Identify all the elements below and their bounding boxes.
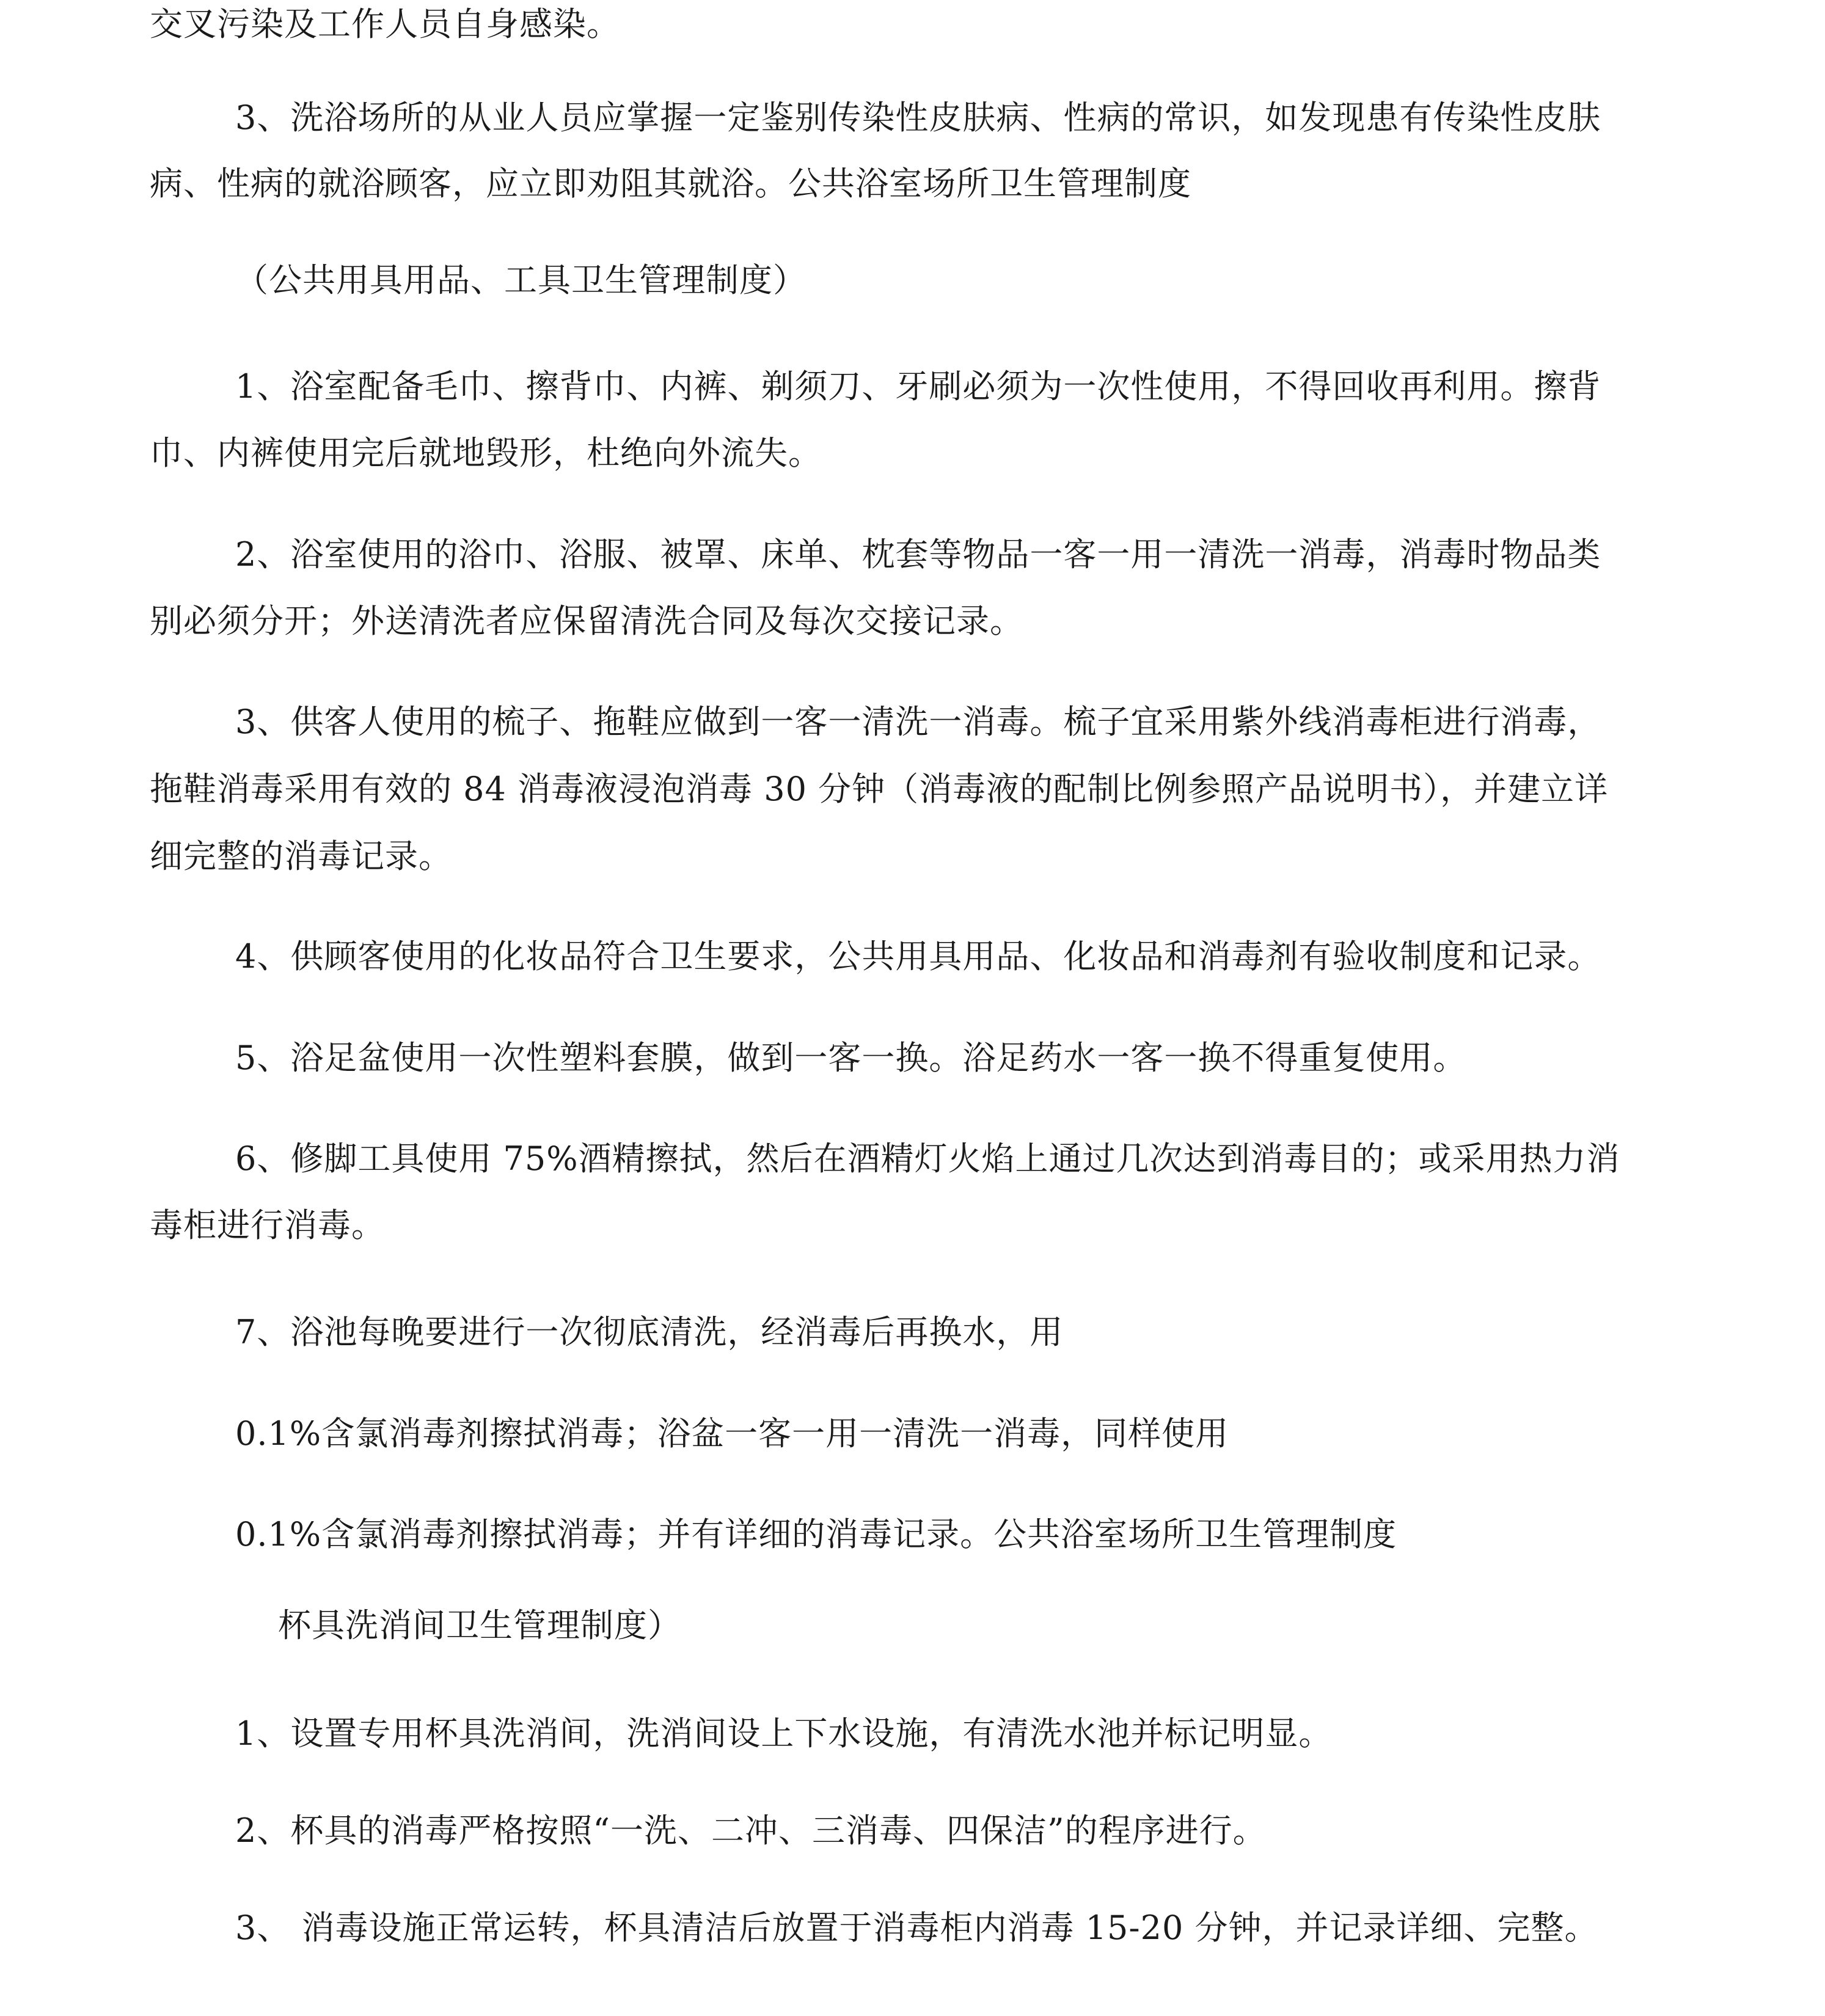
text-line: 0.1%含氯消毒剂擦拭消毒；浴盆一客一用一清洗一消毒，同样使用 bbox=[235, 1414, 1229, 1453]
text-line: 4、供顾客使用的化妆品符合卫生要求，公共用具用品、化妆品和消毒剂有验收制度和记录。 bbox=[235, 937, 1601, 976]
text-line: 拖鞋消毒采用有效的 84 消毒液浸泡消毒 30 分钟（消毒液的配制比例参照产品说明书），并建立详 bbox=[150, 770, 1609, 808]
text-line: 3、 消毒设施正常运转，杯具清洁后放置于消毒柜内消毒 15-20 分钟，并记录详细、完整。 bbox=[235, 1908, 1598, 1947]
text-line: 6、修脚工具使用 75%酒精擦拭，然后在酒精灯火焰上通过几次达到消毒目的；或采用热力消 bbox=[235, 1139, 1620, 1178]
section-heading: （公共用具用品、工具卫生管理制度） bbox=[235, 261, 806, 299]
text-line: 2、浴室使用的浴巾、浴服、被罩、床单、枕套等物品一客一用一清洗一消毒，消毒时物品类 bbox=[235, 535, 1601, 574]
text-line: 3、洗浴场所的从业人员应掌握一定鉴别传染性皮肤病、性病的常识，如发现患有传染性皮肤 bbox=[235, 98, 1601, 137]
section-heading: 杯具洗消间卫生管理制度） bbox=[278, 1606, 681, 1645]
text-line: 交叉污染及工作人员自身感染。 bbox=[150, 5, 620, 43]
text-line: 病、性病的就浴顾客，应立即劝阻其就浴。公共浴室场所卫生管理制度 bbox=[150, 164, 1191, 203]
text-line: 1、浴室配备毛巾、擦背巾、内裤、剃须刀、牙刷必须为一次性使用，不得回收再利用。擦背 bbox=[235, 367, 1601, 406]
text-line: 0.1%含氯消毒剂擦拭消毒；并有详细的消毒记录。公共浴室场所卫生管理制度 bbox=[235, 1515, 1397, 1554]
text-line: 毒柜进行消毒。 bbox=[150, 1206, 385, 1244]
text-line: 细完整的消毒记录。 bbox=[150, 837, 452, 875]
text-line: 巾、内裤使用完后就地毁形，杜绝向外流失。 bbox=[150, 434, 822, 472]
text-line: 1、设置专用杯具洗消间，洗消间设上下水设施，有清洗水池并标记明显。 bbox=[235, 1714, 1333, 1753]
text-line: 2、杯具的消毒严格按照“一洗、二冲、三消毒、四保洁”的程序进行。 bbox=[235, 1811, 1267, 1850]
text-line: 7、浴池每晚要进行一次彻底清洗，经消毒后再换水，用 bbox=[235, 1313, 1064, 1351]
text-line: 5、浴足盆使用一次性塑料套膜，做到一客一换。浴足药水一客一换不得重复使用。 bbox=[235, 1039, 1467, 1077]
text-line: 3、供客人使用的梳子、拖鞋应做到一客一清洗一消毒。梳子宜采用紫外线消毒柜进行消毒， bbox=[235, 703, 1601, 741]
text-line: 别必须分开；外送清洗者应保留清洗合同及每次交接记录。 bbox=[150, 602, 1023, 640]
